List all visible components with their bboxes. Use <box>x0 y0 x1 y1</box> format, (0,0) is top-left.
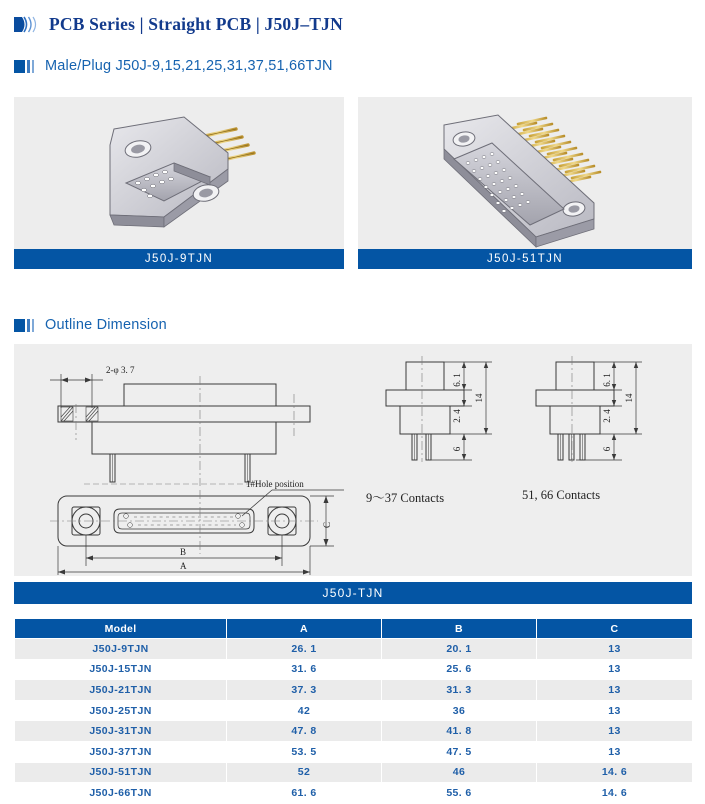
callout-hole-spec: 2-φ 3. 7 <box>106 365 135 375</box>
section-title-male-plug: Male/Plug J50J-9,15,21,25,31,37,51,66TJN <box>45 58 333 74</box>
outline-drawing <box>14 344 692 576</box>
dimension-c-cell: 13 <box>537 700 693 721</box>
model-cell: J50J-51TJN <box>15 762 227 783</box>
column-header-model: Model <box>15 619 227 639</box>
dimension-6-right: 6 <box>602 446 612 452</box>
dimension-c-cell: 13 <box>537 741 693 762</box>
column-header-b: B <box>382 619 537 639</box>
dimension-label-a: A <box>180 561 187 571</box>
model-cell: J50J-25TJN <box>15 700 227 721</box>
table-row <box>15 762 693 783</box>
bar-block-icon <box>14 319 36 332</box>
dimension-a-cell: 26. 1 <box>227 639 382 660</box>
product-card-51tjn <box>358 97 692 269</box>
page-title: PCB Series | Straight PCB | J50J–TJN <box>49 14 343 34</box>
dimension-a-cell: 47. 8 <box>227 721 382 742</box>
model-cell: J50J-31TJN <box>15 721 227 742</box>
dimension-b-cell: 36 <box>382 700 537 721</box>
dimension-6-left: 6 <box>452 446 462 452</box>
table-row <box>15 783 693 804</box>
dimension-b-cell: 31. 3 <box>382 680 537 701</box>
table-row <box>15 721 693 742</box>
dimension-6-1-right: 6. 1 <box>602 373 612 387</box>
model-cell: J50J-21TJN <box>15 680 227 701</box>
dimension-c-cell: 14. 6 <box>537 762 693 783</box>
table-row <box>15 639 693 660</box>
dimension-a-cell: 42 <box>227 700 382 721</box>
dimension-2-4-left: 2. 4 <box>452 409 462 423</box>
product-caption-51tjn: J50J-51TJN <box>358 249 692 269</box>
dimension-b-cell: 25. 6 <box>382 659 537 680</box>
dimension-6-1-left: 6. 1 <box>452 373 462 387</box>
model-cell: J50J-37TJN <box>15 741 227 762</box>
dimension-c-cell: 14. 6 <box>537 783 693 804</box>
dimension-table <box>14 618 693 804</box>
model-cell: J50J-15TJN <box>15 659 227 680</box>
connector-51pin-render <box>358 97 692 249</box>
dimension-a-cell: 53. 5 <box>227 741 382 762</box>
table-row <box>15 659 693 680</box>
dimension-c-cell: 13 <box>537 659 693 680</box>
dimension-a-cell: 61. 6 <box>227 783 382 804</box>
model-cell: J50J-66TJN <box>15 783 227 804</box>
dimension-c-cell: 13 <box>537 680 693 701</box>
dimension-b-cell: 46 <box>382 762 537 783</box>
table-header-row <box>15 619 693 639</box>
double-chevron-icon <box>14 16 40 33</box>
section-title-outline: Outline Dimension <box>45 317 167 333</box>
dimension-a-cell: 31. 6 <box>227 659 382 680</box>
section-header-outline <box>14 317 167 333</box>
table-row <box>15 700 693 721</box>
column-header-a: A <box>227 619 382 639</box>
dimension-2-4-right: 2. 4 <box>602 409 612 423</box>
model-cell: J50J-9TJN <box>15 639 227 660</box>
outline-caption: J50J-TJN <box>14 582 692 604</box>
product-card-9tjn <box>14 97 344 269</box>
dimension-b-cell: 55. 6 <box>382 783 537 804</box>
column-header-c: C <box>537 619 693 639</box>
dimension-a-cell: 52 <box>227 762 382 783</box>
callout-hole-position: 1#Hole position <box>246 479 304 489</box>
page-header <box>14 14 343 35</box>
product-caption-9tjn: J50J-9TJN <box>14 249 344 269</box>
view-caption-left: 9～37 Contacts <box>366 491 445 505</box>
dimension-14-right: 14 <box>624 393 634 403</box>
dimension-label-c: C <box>322 521 332 529</box>
dimension-14-left: 14 <box>474 393 484 403</box>
dimension-b-cell: 47. 5 <box>382 741 537 762</box>
dimension-c-cell: 13 <box>537 639 693 660</box>
table-row <box>15 741 693 762</box>
section-header-male-plug <box>14 58 333 74</box>
connector-9pin-render <box>14 97 344 249</box>
dimension-c-cell: 13 <box>537 721 693 742</box>
dimension-label-b: B <box>180 547 187 557</box>
dimension-a-cell: 37. 3 <box>227 680 382 701</box>
table-row <box>15 680 693 701</box>
dimension-b-cell: 20. 1 <box>382 639 537 660</box>
dimension-b-cell: 41. 8 <box>382 721 537 742</box>
view-caption-right: 51, 66 Contacts <box>522 488 601 502</box>
bar-block-icon <box>14 60 36 73</box>
